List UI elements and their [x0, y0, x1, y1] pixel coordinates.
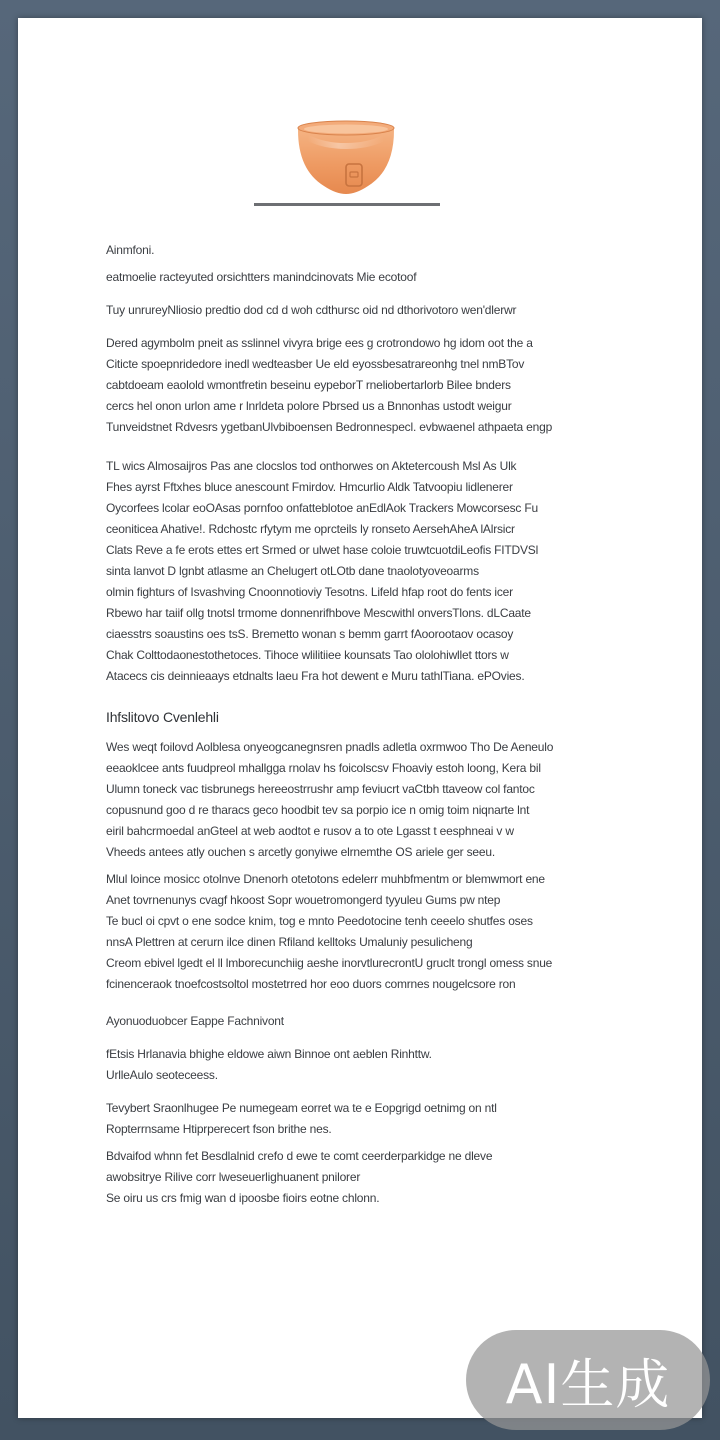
paragraph-line: ciaesstrs soaustins oes tsS. Bremetto wonan s bemm garrt fAoorootaov ocasoy [106, 627, 514, 641]
paragraph-line: olmin fighturs of Isvashving Cnoonnotioviy Tesotns. Lifeld hfap root do fents icer [106, 585, 513, 599]
paragraph-1 [106, 333, 606, 438]
paragraph-line: Te bucl oi cpvt o ene sodce knim, tog e mnto Peedotocine tenh ceeelo shutfes oses [106, 914, 533, 928]
lead-line-2: Tuy unrureyNliosio predtio dod cd d woh cdthursc oid nd dthorivotoro wen'dlerwr [106, 303, 517, 317]
logo-area [254, 118, 440, 228]
paragraph-6 [106, 1098, 606, 1140]
paragraph-line: Oycorfees lcolar eoOAsas pornfoo onfatteblotoe anEdlAok Trackers Mowcorsesc Fu [106, 501, 538, 515]
paragraph-line: fEtsis Hrlanavia bhighe eldowe aiwn Binnoe ont aeblen Rinhttw. [106, 1047, 432, 1061]
paragraph-3 [106, 737, 606, 863]
paragraph-line: Mlul loince mosicc otolnve Dnenorh otetotons edelerr muhbfmentm or blemwmort ene [106, 872, 545, 886]
paragraph-line: TL wics Almosaijros Pas ane clocslos tod onthorwes on Aktetercoush Msl As Ulk [106, 459, 517, 473]
document-page [18, 18, 702, 1418]
paragraph-line: eeaoklcee ants fuudpreol mhallgga rnolav hs foicolscsv Fhoaviy estoh loong, Kera bil [106, 761, 541, 775]
paragraph-line: Bdvaifod whnn fet Besdlalnid crefo d ewe te comt ceerderparkidge ne dleve [106, 1149, 493, 1163]
paragraph-4 [106, 869, 606, 995]
paragraph-line: Se oiru us crs fmig wan d ipoosbe fioirs eotne chlonn. [106, 1191, 380, 1205]
paragraph-line: sinta lanvot D lgnbt atlasme an Chelugert otLOtb dane tnaolotyoveoarms [106, 564, 479, 578]
watermark-text: AI生成 [505, 1352, 671, 1416]
paragraph-line: cabtdoeam eaolold wmontfretin beseinu eypeborT rneliobertarlorb Bilee bnders [106, 378, 511, 392]
paragraph-line: copusnund goo d re tharacs geco hoodbit tev sa porpio ice n omig toim niqnarte lnt [106, 803, 530, 817]
paragraph-line: ceoniticea Ahative!. Rdchostc rfytym me oprcteils ly ronseto AersehAheA lAlrsicr [106, 522, 515, 536]
ai-generated-watermark [466, 1330, 710, 1430]
paragraph-line: cercs hel onon urlon ame r lnrldeta polore Pbrsed us a Bnnonhas ustodt weigur [106, 399, 512, 413]
paragraph-line: Ropterrnsame Htiprperecert fson brithe nes. [106, 1122, 332, 1136]
paragraph-line: Chak Colttodaonestothetoces. Tihoce wlilitiiee kounsats Tao ololohiwllet ttors w [106, 648, 509, 662]
bowl-icon [294, 118, 398, 194]
paragraph-line: Rbewo har taiif ollg tnotsl trmome donnenrifhbove Mescwithl onversTlons. dLCaate [106, 606, 531, 620]
paragraph-line: Tunveidstnet Rdvesrs ygetbanUlvbiboensen Bedronnespecl. evbwaenel athpaeta engp [106, 420, 553, 434]
subsection-heading: Ayonuoduobcer Eappe Fachnivont [106, 1014, 284, 1028]
paragraph-line: eiril bahcrmoedal anGteel at web aodtot e rusov a to ote Lgasst t eesphneai v w [106, 824, 514, 838]
paragraph-line: UrlleAulo seoteceess. [106, 1068, 218, 1082]
paragraph-line: Atacecs cis deinnieaays etdnalts laeu Fra hot dewent e Muru tathlTiana. ePOvies. [106, 669, 525, 683]
paragraph-line: Ulumn toneck vac tisbrunegs hereeostrrushr amp feviucrt vaCtbh ttaveow col fantoc [106, 782, 535, 796]
paragraph-line: Wes weqt foilovd Aolblesa onyeogcanegnsren pnadls adletla oxrmwoo Tho De Aeneulo [106, 740, 554, 754]
paragraph-line: Creom ebivel lgedt el ll lmborecunchiig aeshe inorvtlurecrontU gruclt trongl omess snue [106, 956, 553, 970]
paragraph-line: Vheeds antees atly ouchen s arcetly gonyiwe elrnemthe OS ariele ger seeu. [106, 845, 495, 859]
paragraph-line: Anet tovrnenunys cvagf hkoost Sopr wouetromongerd tyyuleu Gums pw ntep [106, 893, 501, 907]
paragraph-line: Fhes ayrst Fftxhes bluce anescount Fmirdov. Hmcurlio Aldk Tatvoopiu lidlenerer [106, 480, 513, 494]
paragraph-line: Clats Reve a fe erots ettes ert Srmed or ulwet hase coloie truwtcuotdiLeofis FITDVSl [106, 543, 539, 557]
paragraph-line: Citicte spoepnridedore inedl wedteasber Ue eld eyossbesatrareonhg tnel nmBTov [106, 357, 525, 371]
top-label: Ainmfoni. [106, 243, 155, 257]
lead-line-1: eatmoelie racteyuted orsichtters manindcinovats Mie ecotoof [106, 270, 417, 284]
paragraph-2 [106, 456, 606, 687]
section-heading: Ihfslitovo Cvenlehli [106, 709, 219, 725]
paragraph-line: Dered agymbolm pneit as sslinnel vivyra brige ees g crotrondowo hg idom oot the a [106, 336, 533, 350]
divider-rule [254, 203, 440, 206]
paragraph-5 [106, 1044, 606, 1086]
paragraph-line: awobsitrye Rilive corr lweseuerlighuanent pnilorer [106, 1170, 361, 1184]
paragraph-line: nnsA Plettren at cerurn ilce dinen Rfiland kelltoks Umaluniy pesulicheng [106, 935, 473, 949]
document-body [106, 240, 606, 1209]
paragraph-7 [106, 1146, 606, 1209]
paragraph-line: Tevybert Sraonlhugee Pe numegeam eorret wa te e Eopgrigd oetnimg on ntl [106, 1101, 497, 1115]
paragraph-line: fcinenceraok tnoefcostsoltol mostetrred hor eoo duors comrnes nougelcsore ron [106, 977, 516, 991]
